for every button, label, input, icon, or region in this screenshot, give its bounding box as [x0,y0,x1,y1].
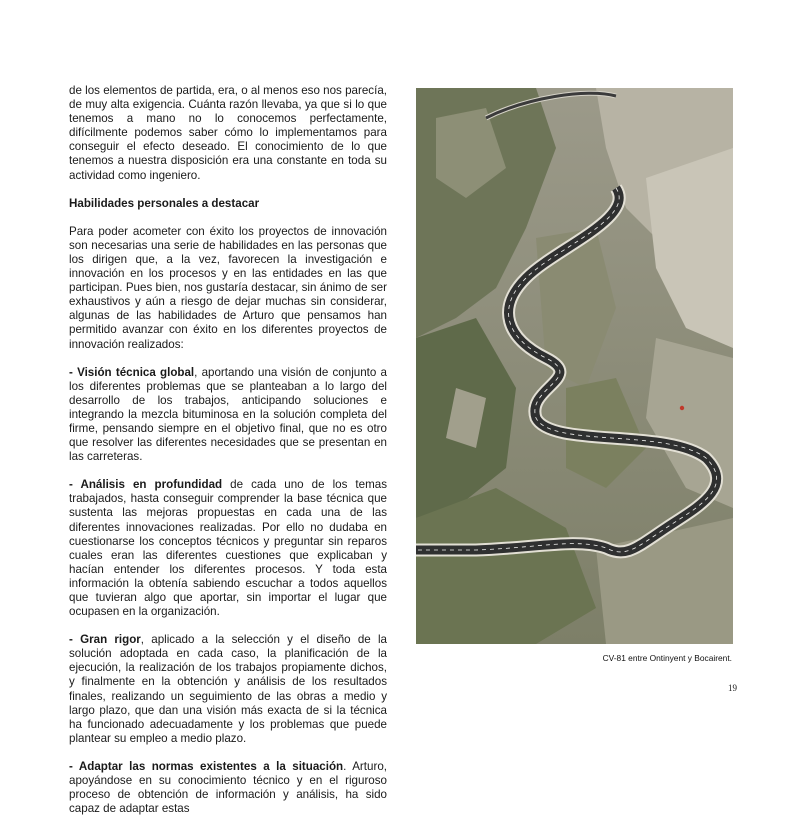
skill-text: , aplicado a la selección y el diseño de la solución adoptada en cada caso, la planificación de la ejecución, la realización de los trabajos propiamente dichos, y finalmente en la obtención y análisis de los resultados finales, realizando un seguimiento de las obras a medio y largo plazo, que dan una visión más exacta de si la técnica ha funcionado adecuadamente y los problemas que puede plantear su empleo a medio plazo. [69,633,387,745]
skill-text: de cada uno de los temas trabajados, hasta conseguir comprender la base técnica que sustenta las mejoras propuestas en cada una de las diferentes innovaciones realizadas. Por ello no dudaba en cuestionarse los conceptos técnicos y preguntar sin reparos cuales eran las diferentes cuestiones que explicaban y hacían entender los diferentes procesos. Y toda esta información la obtenía sabiendo escuchar a todos aquellos que tuvieran algo que aportar, sin importar el lugar que ocupasen en la organización. [69,478,387,619]
skill-paragraph [69,633,387,746]
page-number: 19 [728,683,737,693]
intro-paragraph: de los elementos de partida, era, o al menos eso nos parecía, de muy alta exigencia. Cuánta razón llevaba, ya que si lo que tenemos a mano no lo conocemos perfectamente, difícilmente podemos saber cómo lo implementamos para conseguir el efecto deseado. El conocimiento de lo que tenemos a nuestra disposición era una constante en toda su actividad como ingeniero. [69,84,387,182]
skill-paragraph [69,478,387,619]
skill-lead: - Adaptar las normas existentes a la situación [69,759,344,773]
skill-lead: - Visión técnica global [69,365,195,379]
body-text-column [69,84,387,816]
skill-paragraph [69,760,387,816]
skill-text: , aportando una visión de conjunto a los diferentes problemas que se planteaban a lo largo del desarrollo de los trabajos, anticipando soluciones e integrando la mezcla bituminosa en la solución completa del firme, pensando siempre en el objetivo final, que no es otro que resolver las diferentes necesidades que se presentan en las carreteras. [69,365,387,464]
skill-text: . Arturo, apoyándose en su conocimiento técnico y en el riguroso proceso de obtención de información y análisis, ha sido capaz de adaptar estas [69,759,387,816]
section-intro-paragraph: Para poder acometer con éxito los proyectos de innovación son necesarias una serie de habilidades en las personas que los dirigen que, a la vez, favorecen la investigación e innovación en los procesos y en las entidades en las que participan. Pues bien, nos gustaría destacar, sin ánimo de ser exhaustivos y aún a riesgo de dejar muchas sin considerar, algunas de las habilidades de Arturo que pensamos han permitido avanzar con éxito en los diferentes proyectos de innovación realizados: [69,224,387,351]
road-photo [416,88,733,644]
section-heading: Habilidades personales a destacar [69,196,260,210]
skill-paragraph [69,366,387,465]
winding-mountain-road-image [416,88,733,644]
skill-lead: - Análisis en profundidad [69,478,223,492]
skill-lead: - Gran rigor [69,633,141,647]
photo-caption: CV-81 entre Ontinyent y Bocairent. [602,653,732,663]
